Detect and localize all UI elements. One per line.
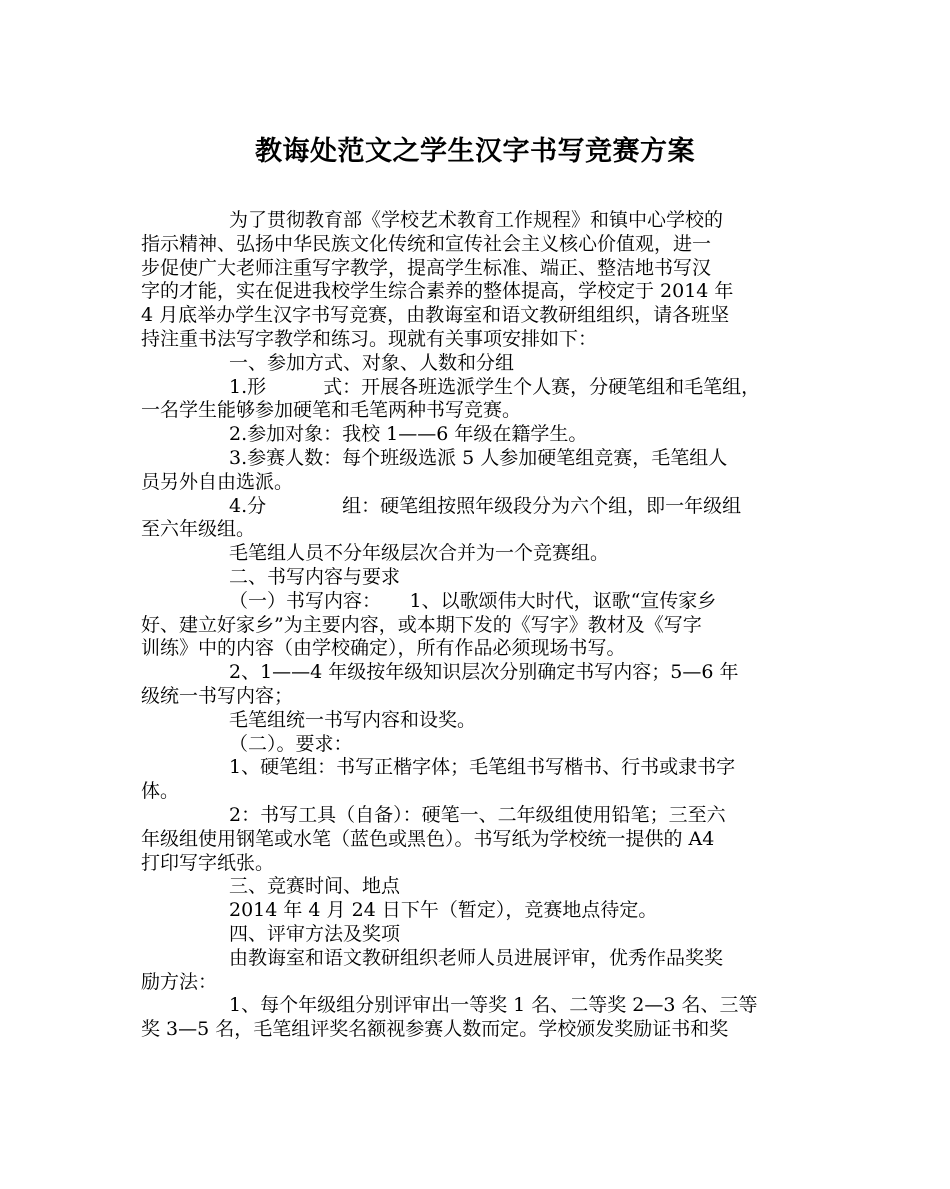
text-line: 步促使广大老师注重写字教学，提高学生标准、端正、整洁地书写汉 <box>141 256 712 279</box>
text-line: 2：书写工具（自备）：硬笔一、二年级组使用铅笔；三至六 <box>229 803 726 826</box>
text-line: 2.参加对象：我校 1——6 年级在籍学生。 <box>229 423 588 446</box>
text-line: 四、评审方法及奖项 <box>229 922 401 945</box>
text-line: 指示精神、弘扬中华民族文化传统和宣传社会主义核心价值观，进一 <box>141 232 712 255</box>
text-line: 一、参加方式、对象、人数和分组 <box>229 351 515 374</box>
text-line: 2014 年 4 月 24 日下午（暂定），竞赛地点待定。 <box>229 899 658 922</box>
text-line: 体。 <box>141 780 180 803</box>
text-line: 年级组使用钢笔或水笔（蓝色或黑色）。书写纸为学校统一提供的 A4 <box>141 827 715 850</box>
text-line: 二、书写内容与要求 <box>229 565 401 588</box>
text-line: 一名学生能够参加硬笔和毛笔两种书写竞赛。 <box>141 399 522 422</box>
text-line: 1、硬笔组：书写正楷字体；毛笔组书写楷书、行书或隶书字 <box>229 756 736 779</box>
text-line: （一）书写内容： 1、以歌颂伟大时代，讴歌“宣传家乡 <box>229 589 717 612</box>
text-line: 1.形 式：开展各班选派学生个人赛，分硬笔组和毛笔组， <box>229 375 761 398</box>
text-line: 毛笔组人员不分年级层次合并为一个竞赛组。 <box>229 542 610 565</box>
text-line: 至六年级组。 <box>141 518 256 541</box>
text-line: 三、竞赛时间、地点 <box>229 875 401 898</box>
text-line: 字的才能，实在促进我校学生综合素养的整体提高，学校定于 2014 年 <box>141 280 734 303</box>
text-line: 毛笔组统一书写内容和设奖。 <box>229 708 477 731</box>
text-line: 员另外自由选派。 <box>141 470 294 493</box>
text-line: 级统一书写内容； <box>141 684 294 707</box>
text-line: 持注重书法写字教学和练习。现就有关事项安排如下： <box>141 327 598 350</box>
text-line: 打印写字纸张。 <box>141 851 275 874</box>
text-line: 4 月底举办学生汉字书写竞赛，由教诲室和语文教研组组织，请各班坚 <box>141 304 730 327</box>
text-line: 3.参赛人数：每个班级选派 5 人参加硬笔组竞赛，毛笔组人 <box>229 446 728 469</box>
text-line: 训练》中的内容（由学校确定），所有作品必须现场书写。 <box>141 637 626 660</box>
text-line: 为了贯彻教育部《学校艺术教育工作规程》和镇中心学校的 <box>229 209 724 231</box>
text-line: 1、每个年级组分别评审出一等奖 1 名、二等奖 2—3 名、三等 <box>229 994 758 1017</box>
text-line: 励方法： <box>141 970 218 993</box>
text-line: 好、建立好家乡”为主要内容，或本期下发的《写字》教材及《写字 <box>141 613 702 636</box>
text-line: 2、1——4 年级按年级知识层次分别确定书写内容；5—6 年 <box>229 661 739 684</box>
text-line: （二）。要求： <box>229 732 353 755</box>
text-line: 奖 3—5 名，毛笔组评奖名额视参赛人数而定。学校颁发奖励证书和奖 <box>141 1018 729 1041</box>
text-line: 4.分 组：硬笔组按照年级段分为六个组，即一年级组 <box>229 494 742 517</box>
document-title: 教诲处范文之学生汉字书写竞赛方案 <box>255 136 695 167</box>
document-body <box>141 209 811 1042</box>
text-line: 由教诲室和语文教研组织老师人员进展评审，优秀作品奖奖 <box>229 946 724 969</box>
